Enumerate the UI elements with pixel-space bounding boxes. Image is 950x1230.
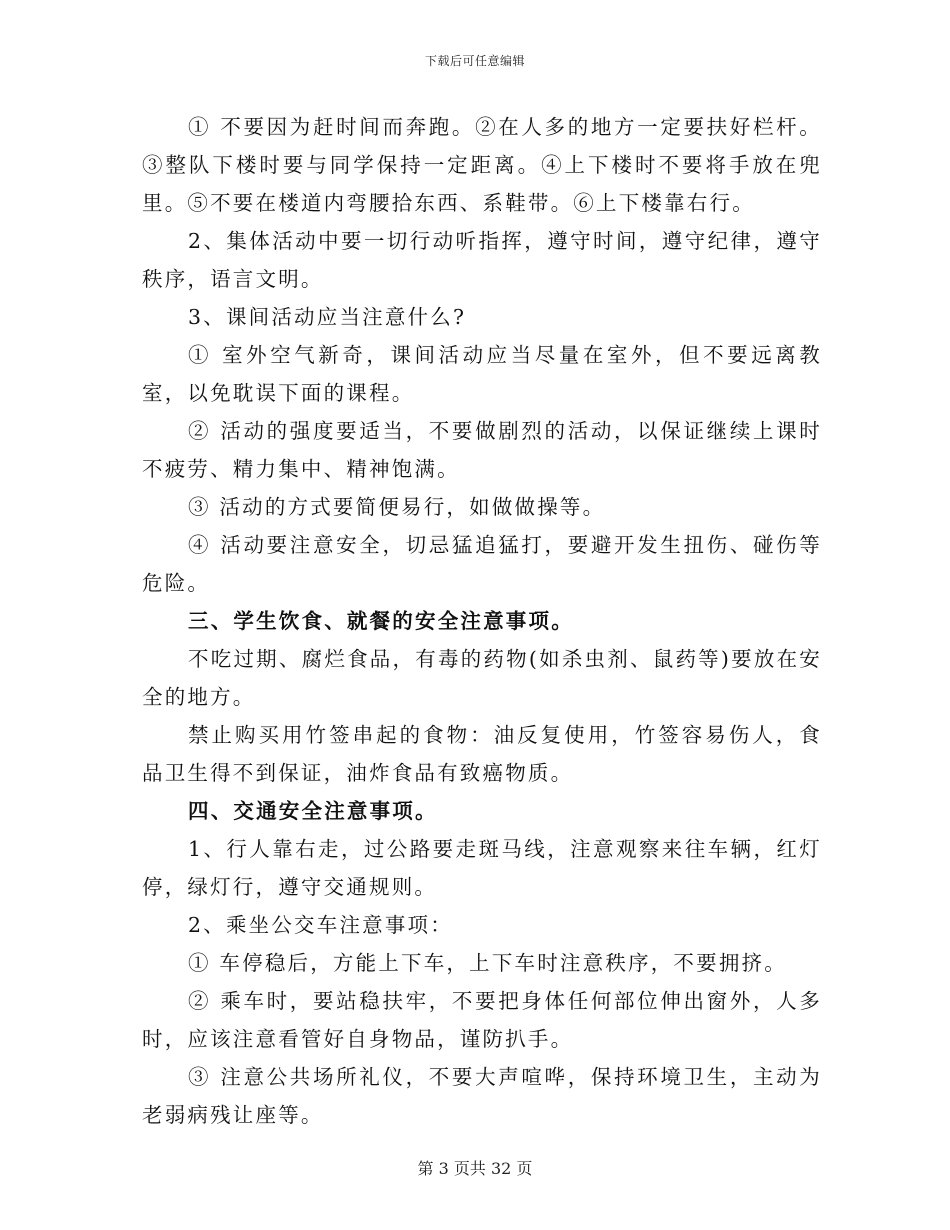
page-footer: 第 3 页共 32 页 [417, 1159, 533, 1178]
section-heading-traffic: 四、交通安全注意事项。 [188, 799, 438, 823]
paragraph-break-tip-1: ① 室外空气新奇，课间活动应当尽量在室外，但不要远离教室，以免耽误下面的课程。 [142, 343, 822, 405]
paragraph-break-tip-2: ② 活动的强度要适当，不要做剧烈的活动，以保证继续上课时不疲劳、精力集中、精神饱满。 [142, 419, 822, 481]
paragraph-stairs-rules: ① 不要因为赶时间而奔跑。②在人多的地方一定要扶好栏杆。③整队下楼时要与同学保持一定距离。④上下楼时不要将手放在兜里。⑤不要在楼道内弯腰拾东西、系鞋带。⑥上下楼靠右行。 [142, 115, 822, 215]
document-body [142, 108, 822, 1134]
page-header: 下载后可任意编辑 [424, 54, 525, 68]
paragraph-bus-tip-3: ③ 注意公共场所礼仪，不要大声喧哗，保持环境卫生，主动为老弱病残让座等。 [142, 1065, 822, 1127]
paragraph-food-expired: 不吃过期、腐烂食品，有毒的药物(如杀虫剂、鼠药等)要放在安全的地方。 [142, 647, 822, 709]
paragraph-bus-tip-1: ① 车停稳后，方能上下车，上下车时注意秩序，不要拥挤。 [188, 951, 787, 975]
section-heading-dining: 三、学生饮食、就餐的安全注意事项。 [188, 609, 574, 633]
paragraph-pedestrian-rules: 1、行人靠右走，过公路要走斑马线，注意观察来往车辆，红灯停，绿灯行，遵守交通规则。 [142, 837, 822, 899]
paragraph-group-activity: 2、集体活动中要一切行动听指挥，遵守时间，遵守纪律，遵守秩序，语言文明。 [142, 229, 822, 291]
paragraph-food-skewers: 禁止购买用竹签串起的食物：油反复使用，竹签容易伤人，食品卫生得不到保证，油炸食品有致癌物质。 [142, 723, 822, 785]
paragraph-break-activity-question: 3、课间活动应当注意什么? [188, 305, 467, 329]
paragraph-break-tip-4: ④ 活动要注意安全，切忌猛追猛打，要避开发生扭伤、碰伤等危险。 [142, 533, 822, 595]
paragraph-break-tip-3: ③ 活动的方式要简便易行，如做做操等。 [188, 495, 606, 519]
paragraph-bus-heading: 2、乘坐公交车注意事项： [188, 913, 453, 937]
paragraph-bus-tip-2: ② 乘车时，要站稳扶牢，不要把身体任何部位伸出窗外，人多时，应该注意看管好自身物品，谨防扒手。 [142, 989, 822, 1051]
